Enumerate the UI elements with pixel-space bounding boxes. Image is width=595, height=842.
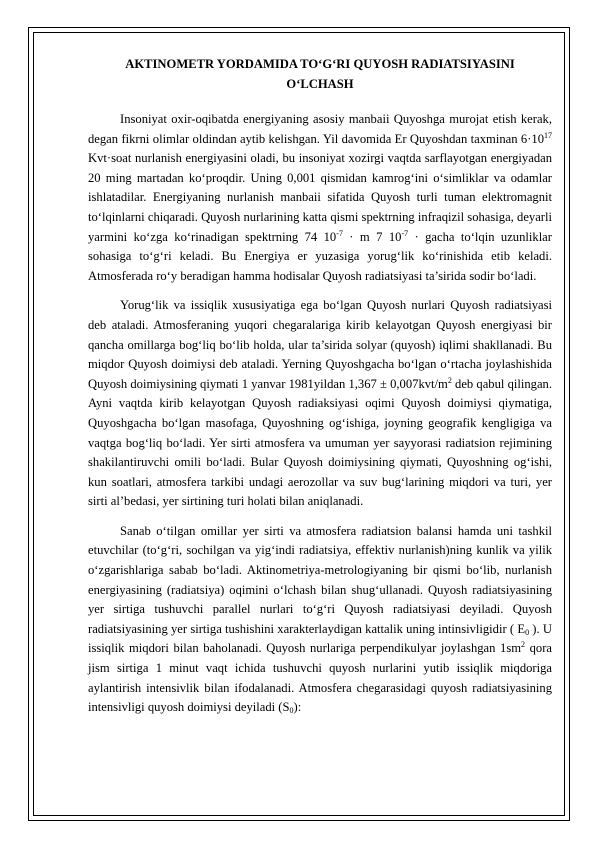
paragraph-3 bbox=[88, 522, 552, 718]
p1-text-d: · gacha to‘lqin uzunliklar sohasiga to‘g‘ri keladi. Bu Energiya er yuzasiga yorug‘lik ko‘rinishida etib keladi. Atmosferada ro‘y beradigan hamma hodisalar Quyosh radiatsiyasi ta’sirida sodir bo‘ladi. bbox=[88, 229, 552, 283]
p3-sub-a: 0 bbox=[525, 627, 530, 637]
p3-text-a: Sanab o‘tilgan omillar yer sirti va atmosfera radiatsion balansi hamda uni tashkil etuvchilar (to‘g‘ri, sochilgan va yig‘indi radiatsiya, effektiv nurlanish)ning kunlik va yilik o‘zgarishlariga sabab bo‘ladi. Aktinometriya-metrologiyaning bir qismi bo‘lib, nurlanish energiyasining (radiatsiya) oqimini o‘lchash bilan shug‘ullanadi. Quyosh radiatsiyasining yer sirtiga tushuvchi parallel nurlari to‘g‘ri Quyosh radiatsiyasi deyiladi. Quyosh radiatsiyasining yer sirtiga tushishini xarakterlaydigan kattalik uning intinsivligidir ( E bbox=[88, 523, 552, 636]
p1-text-c: · m 7 10 bbox=[342, 229, 402, 244]
p1-text-b: Kvt·soat nurlanish energiyasini oladi, bu insoniyat xozirgi vaqtda sarflayotgan energiyadan 20 ming martadan ko‘proqdir. Uning 0,001 qismidan kamrog‘ini o‘simliklar va odamlar ishlatadilar. Energiyaning nurlanish manbaii sifatida Quyosh turli tuman elektromagnit to‘lqinlarni chiqaradi. Quyosh nurlarining katta qismi spektrning infraqizil sohasiga, deyarli yarmini ko‘zga ko‘rinadigan spektrning 74 10 bbox=[88, 151, 552, 244]
p3-text-c: qora jism sirtiga 1 minut vaqt ichida tushuvchi quyosh nurlarini yutib issiqlik miqdoriga aylantirish intensivlik bilan ifodalanadi. Atmosfera chegarasidagi quyosh radiatsiyasining intensivligi quyosh doimiysi deyiladi (S bbox=[88, 641, 553, 715]
document-body bbox=[88, 54, 552, 728]
p3-sub-c: 0 bbox=[289, 706, 294, 716]
p2-text-b: deb qabul qilingan. Ayni vaqtda kirib kelayotgan Quyosh radiaksiyasi oqimi Quyosh doimiysi qiymatiga, Quyoshgacha bo‘lgan masofaga, Quyoshning og‘ishiga, joyning geografik kengligiga va vaqtga bog‘liq bo‘ladi. Yer sirti atmosfera va umuman yer sayyorasi radiatsion rejimining shakilantiruvchi omili bo‘ladi. Bular Quyosh doimiysining qiymati, Quyoshning og‘ishi, kun soatlari, atmosfera tarkibi undagi aerozollar va suv bug‘larining miqdori va turi, yer sirti al’bedasi, yer sirtining turi holati bilan aniqlanadi. bbox=[88, 376, 552, 509]
p1-sup-b: -7 bbox=[336, 228, 343, 238]
p1-sup-a: 17 bbox=[544, 130, 552, 140]
p2-sup-a: 2 bbox=[447, 375, 452, 385]
paragraph-1 bbox=[88, 110, 552, 286]
p3-text-d: ): bbox=[293, 700, 302, 715]
p3-sup-b: 2 bbox=[521, 640, 526, 650]
p3-text-b: ). U issiqlik miqdori bilan baholanadi. Quyosh nurlariga perpendikulyar joylashgan 1sm bbox=[88, 621, 552, 656]
document-title: AKTINOMETR YORDAMIDA TO‘G‘RI QUYOSH RADIATSIYASINI O‘LCHASH bbox=[125, 57, 515, 91]
p1-text-a: Insoniyat oxir-oqibatda energiyaning asosiy manbaii Quyoshga murojat etish kerak, degan fikrni olimlar oldindan aytib kelishgan. Yil davomida Er Quyoshdan taxminan 6·10 bbox=[88, 112, 552, 146]
paragraph-2 bbox=[88, 296, 552, 512]
p2-text-a: Yorug‘lik va issiqlik xususiyatiga ega bo‘lgan Quyosh nurlari Quyosh radiatsiyasi deb ataladi. Atmosferaning yuqori chegaralariga kirib kelayotgan Quyosh energiyasi bir qancha omillarga bog‘liq bo‘lib holda, ular ta’sirida solyar (quyosh) iqlimi shakllanadi. Bu miqdor Quyosh doimiysi deb ataladi. Yerning Quyoshgacha bo‘lgan o‘rtacha joylashishida Quyosh doimiysining qiymati 1 yanvar 1981yildan 1,367 ± 0,007kvt/m bbox=[88, 298, 552, 391]
p1-sup-c: -7 bbox=[401, 228, 409, 238]
